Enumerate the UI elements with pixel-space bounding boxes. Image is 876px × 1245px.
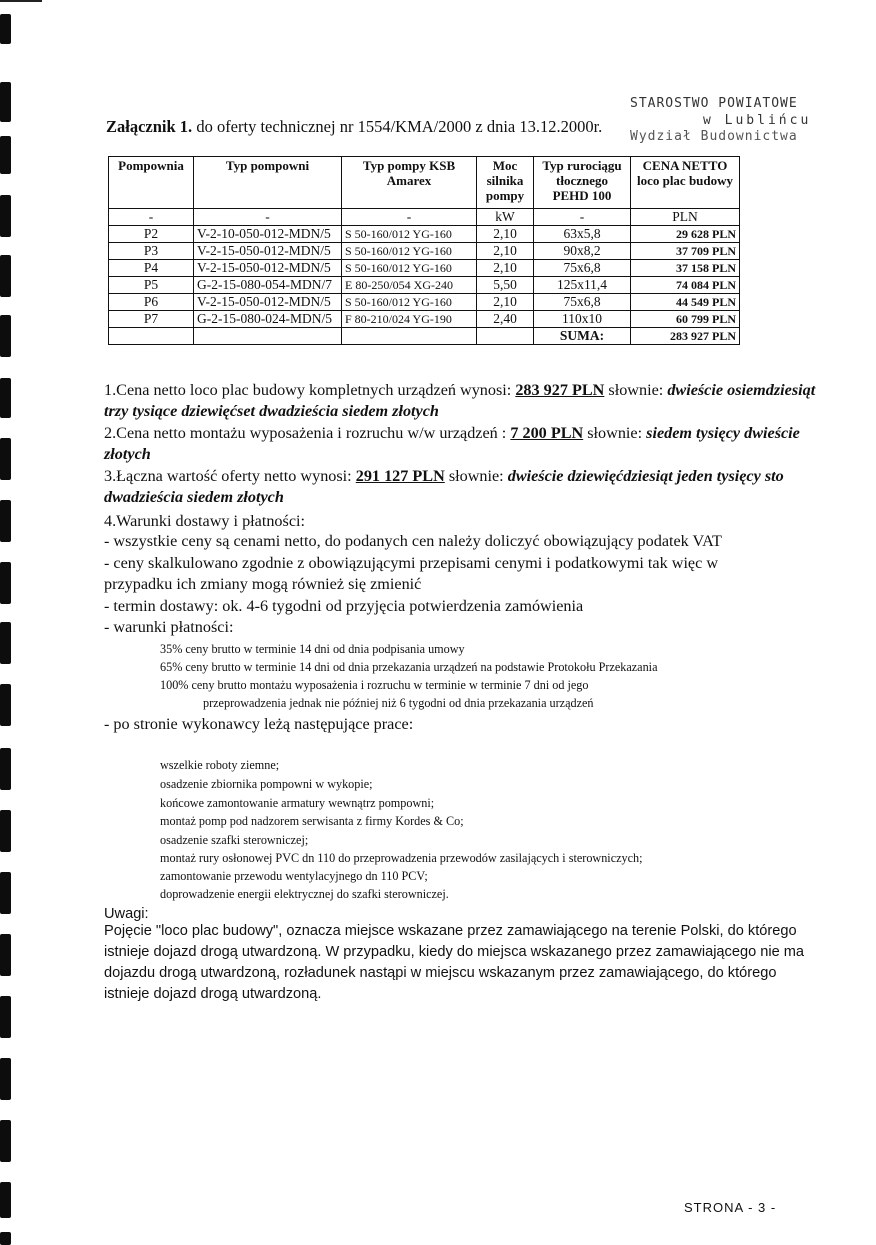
binder-hole-mark (0, 810, 11, 852)
sum-label: SUMA: (534, 328, 631, 345)
pump-type-cell: F 80-210/024 YG-190 (342, 311, 477, 328)
station-cell: P4 (109, 260, 194, 277)
unit-cell: - (194, 209, 342, 226)
point-2-words: siedem tysięcy dwieście złotych (104, 424, 800, 463)
payment-term: 100% ceny brutto montażu wyposażenia i rozruchu w terminie w terminie 7 dni od jego (160, 678, 589, 692)
table-row (109, 243, 740, 260)
point-1-text: 1.Cena netto loco plac budowy kompletnych urządzeń wynosi: (104, 381, 516, 399)
condition-payment: - warunki płatności: (104, 618, 234, 636)
list-item: osadzenie zbiornika pompowni w wykopie; (160, 777, 373, 791)
binder-hole-mark (0, 872, 11, 914)
binder-hole-mark (0, 136, 11, 174)
binder-hole-mark (0, 82, 11, 122)
point-2 (104, 423, 824, 465)
price-cell: 74 084 PLN (631, 277, 740, 294)
binder-hole-mark (0, 255, 11, 297)
price-cell: 37 709 PLN (631, 243, 740, 260)
point-3 (104, 466, 824, 508)
binder-hole-mark (0, 195, 11, 237)
point-2-words-label: słownie: (583, 424, 647, 442)
binder-hole-mark (0, 500, 11, 542)
binder-hole-mark (0, 14, 11, 44)
list-item: montaż rury osłonowej PVC dn 110 do przeprowadzenia przewodów zasilających i sterowniczych; (160, 851, 643, 865)
header-cell: Typ rurociągu tłocznego PEHD 100 (534, 157, 631, 209)
price-cell: 29 628 PLN (631, 226, 740, 243)
list-item: wszelkie roboty ziemne; (160, 758, 280, 772)
header-cell: Typ pompy KSB Amarex (342, 157, 477, 209)
pump-price-table (108, 156, 740, 345)
binder-hole-mark (0, 315, 11, 357)
unit-cell: - (342, 209, 477, 226)
station-type-cell: V-2-15-050-012-MDN/5 (194, 294, 342, 311)
pipe-type-cell: 63x5,8 (534, 226, 631, 243)
point-2-amount: 7 200 PLN (510, 424, 584, 442)
table-header-row (109, 157, 740, 209)
sum-value: 283 927 PLN (631, 328, 740, 345)
header-cell: Typ pompowni (194, 157, 342, 209)
scan-edge-top (0, 0, 42, 2)
table-sum-row (109, 328, 740, 345)
condition-vat: - wszystkie ceny są cenami netto, do podanych cen należy doliczyć obowiązujący podatek VAT (104, 532, 722, 550)
motor-power-cell: 2,10 (477, 243, 534, 260)
pump-type-cell: S 50-160/012 YG-160 (342, 260, 477, 277)
station-type-cell: G-2-15-080-054-MDN/7 (194, 277, 342, 294)
payment-term: 65% ceny brutto w terminie 14 dni od dnia przekazania urządzeń na podstawie Protokołu Przekazania (160, 660, 658, 674)
unit-cell: - (534, 209, 631, 226)
station-cell: P7 (109, 311, 194, 328)
pump-type-cell: E 80-250/054 XG-240 (342, 277, 477, 294)
attachment-heading (106, 117, 602, 137)
pump-type-cell: S 50-160/012 YG-160 (342, 243, 477, 260)
list-item: końcowe zamontowanie armatury wewnątrz pompowni; (160, 796, 435, 810)
binder-hole-mark (0, 622, 11, 664)
point-3-text: 3.Łączna wartość oferty netto wynosi: (104, 467, 356, 485)
binder-hole-mark (0, 1058, 11, 1100)
payment-term: przeprowadzenia jednak nie później niż 6 tygodni od dnia przekazania urządzeń (203, 696, 594, 710)
point-1-words: dwieście osiemdziesiąt trzy tysiące dziewięćset dwadzieścia siedem złotych (104, 381, 816, 420)
price-cell: 37 158 PLN (631, 260, 740, 277)
binder-hole-mark (0, 684, 11, 726)
pump-type-cell: S 50-160/012 YG-160 (342, 294, 477, 311)
table-row (109, 277, 740, 294)
point-2-text: 2.Cena netto montażu wyposażenia i rozruchu w/w urządzeń : (104, 424, 511, 442)
binder-hole-mark (0, 996, 11, 1038)
motor-power-cell: 2,10 (477, 226, 534, 243)
header-cell: Moc silnika pompy (477, 157, 534, 209)
pipe-type-cell: 90x8,2 (534, 243, 631, 260)
remarks-title: Uwagi: (104, 906, 149, 922)
station-cell: P2 (109, 226, 194, 243)
table-units-row (109, 209, 740, 226)
binder-hole-mark (0, 562, 11, 604)
motor-power-cell: 2,40 (477, 311, 534, 328)
price-cell: 44 549 PLN (631, 294, 740, 311)
station-type-cell: V-2-15-050-012-MDN/5 (194, 243, 342, 260)
point-4: 4.Warunki dostawy i płatności: (104, 512, 306, 530)
point-3-amount: 291 127 PLN (355, 467, 445, 485)
office-stamp-line1: STAROSTWO POWIATOWE (630, 96, 798, 111)
attachment-label: Załącznik 1. (106, 117, 193, 136)
pump-type-cell: S 50-160/012 YG-160 (342, 226, 477, 243)
office-stamp-line2: w Lublińcu (703, 113, 812, 128)
list-item: montaż pomp pod nadzorem serwisanta z firmy Kordes & Co; (160, 814, 464, 828)
header-cell: Pompownia (109, 157, 194, 209)
attachment-title: do oferty technicznej nr 1554/KMA/2000 z dnia 13.12.2000r. (192, 117, 603, 136)
contractor-works-heading: - po stronie wykonawcy leżą następujące prace: (104, 715, 414, 733)
point-3-words-label: słownie: (444, 467, 508, 485)
price-cell: 60 799 PLN (631, 311, 740, 328)
station-cell: P5 (109, 277, 194, 294)
table-row (109, 226, 740, 243)
point-1 (104, 380, 824, 422)
motor-power-cell: 2,10 (477, 260, 534, 277)
unit-cell: - (109, 209, 194, 226)
binder-hole-mark (0, 438, 11, 480)
pipe-type-cell: 75x6,8 (534, 294, 631, 311)
condition-delivery: - termin dostawy: ok. 4-6 tygodni od przyjęcia potwierdzenia zamówienia (104, 597, 584, 615)
station-type-cell: G-2-15-080-024-MDN/5 (194, 311, 342, 328)
office-stamp-line3: Wydział Budownictwa (630, 129, 798, 144)
motor-power-cell: 5,50 (477, 277, 534, 294)
point-3-words: dwieście dziewięćdziesiąt jeden tysięcy sto dwadzieścia siedem złotych (104, 467, 784, 506)
table-row (109, 311, 740, 328)
pipe-type-cell: 110x10 (534, 311, 631, 328)
point-1-words-label: słownie: (604, 381, 668, 399)
station-type-cell: V-2-15-050-012-MDN/5 (194, 260, 342, 277)
station-type-cell: V-2-10-050-012-MDN/5 (194, 226, 342, 243)
page-number: STRONA - 3 - (684, 1200, 777, 1215)
list-item: zamontowanie przewodu wentylacyjnego dn 110 PCV; (160, 869, 428, 883)
motor-power-cell: 2,10 (477, 294, 534, 311)
binder-hole-mark (0, 748, 11, 790)
station-cell: P6 (109, 294, 194, 311)
binder-hole-mark (0, 934, 11, 976)
list-item: doprowadzenie energii elektrycznej do szafki sterowniczej. (160, 887, 449, 901)
list-item: osadzenie szafki sterowniczej; (160, 833, 309, 847)
pipe-type-cell: 125x11,4 (534, 277, 631, 294)
binder-hole-mark (0, 1120, 11, 1162)
condition-prices: - ceny skalkulowano zgodnie z obowiązującymi przepisami cenymi i podatkowymi tak więc w przypadku ich zmiany mogą również się zmienić (104, 554, 719, 593)
unit-cell: PLN (631, 209, 740, 226)
header-cell: CENA NETTO loco plac budowy (631, 157, 740, 209)
binder-hole-mark (0, 378, 11, 418)
payment-term: 35% ceny brutto w terminie 14 dni od dnia podpisania umowy (160, 642, 465, 656)
table-row (109, 260, 740, 277)
table-row (109, 294, 740, 311)
binder-hole-mark (0, 1182, 11, 1218)
pipe-type-cell: 75x6,8 (534, 260, 631, 277)
station-cell: P3 (109, 243, 194, 260)
remarks-text: Pojęcie "loco plac budowy", oznacza miejsce wskazane przez zamawiającego na terenie Polski, do którego istnieje dojazd drogą utwardzoną. W przypadku, kiedy do miejsca wskazanego przez zamawiającego nie ma dojazdu drogą utwardzoną, rozładunek nastąpi w miejscu wskazanym przez zamawiającego, do którego istnieje dojazd drogą utwardzoną. (104, 923, 805, 1002)
point-1-amount: 283 927 PLN (515, 381, 605, 399)
unit-cell: kW (477, 209, 534, 226)
binder-hole-mark (0, 1232, 11, 1245)
